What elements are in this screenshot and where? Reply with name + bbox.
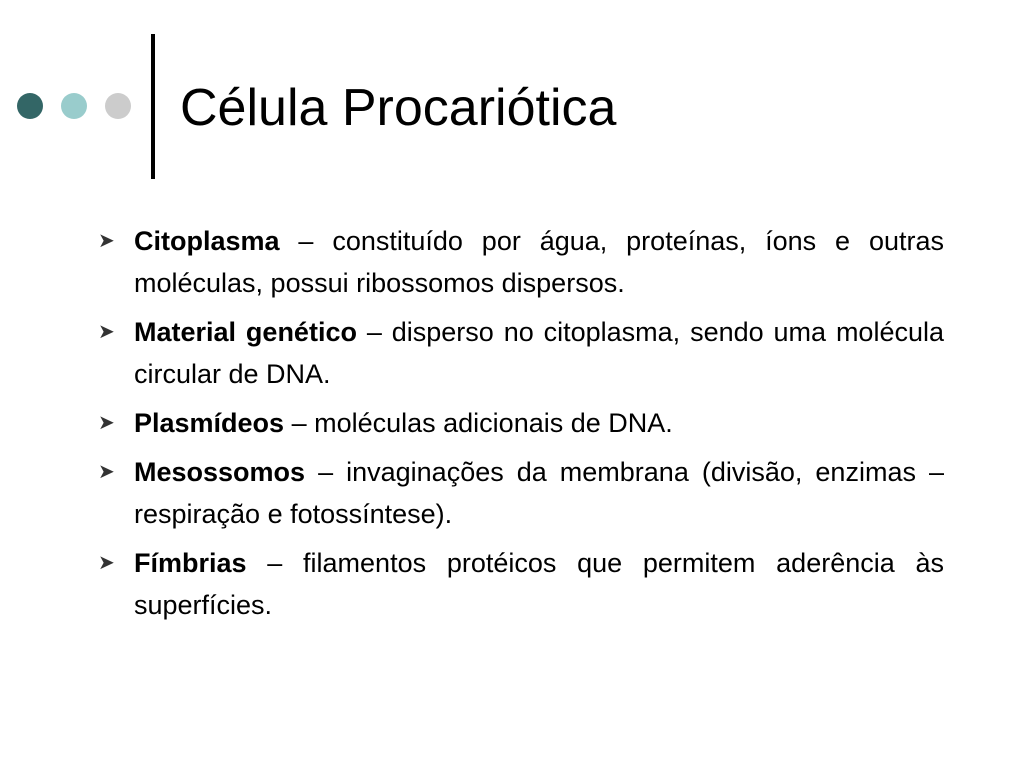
header-dot-light [61,93,87,119]
title-divider [151,34,155,179]
bullet-item-citoplasma [98,220,944,304]
arrow-bullet-icon: ➤ [98,321,115,343]
arrow-bullet-icon: ➤ [98,461,115,483]
bullet-text: – invaginações da membrana (divisão, enzimas – respiração e fotossíntese). [134,457,944,529]
bullet-text: – moléculas adicionais de DNA. [284,408,673,438]
bullet-term: Plasmídeos [134,408,285,438]
bullet-term: Material genético [134,317,357,347]
bullet-list [98,220,944,633]
arrow-bullet-icon: ➤ [98,230,115,252]
bullet-item-material-genetico [98,311,944,395]
header-dot-dark [17,93,43,119]
bullet-item-fimbrias [98,542,944,626]
bullet-text: – constituído por água, proteínas, íons e outras moléculas, possui ribossomos dispersos. [134,226,944,298]
arrow-bullet-icon: ➤ [98,412,115,434]
bullet-text: – disperso no citoplasma, sendo uma molécula circular de DNA. [134,317,944,389]
bullet-item-mesossomos [98,451,944,535]
bullet-text: – filamentos protéicos que permitem aderência às superfícies. [134,548,944,620]
bullet-term: Fímbrias [134,548,247,578]
slide-title: Célula Procariótica [180,79,617,137]
bullet-item-plasmideos [98,402,944,444]
bullet-term: Citoplasma [134,226,280,256]
bullet-term: Mesossomos [134,457,306,487]
header-dot-gray [105,93,131,119]
arrow-bullet-icon: ➤ [98,552,115,574]
